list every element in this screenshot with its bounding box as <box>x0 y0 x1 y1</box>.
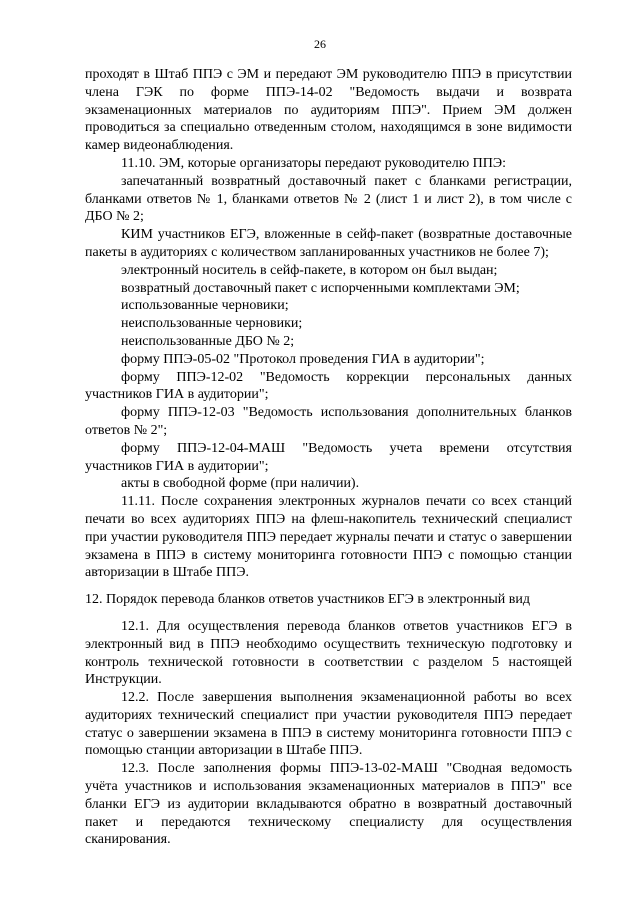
paragraph: форму ППЭ-12-04-МАШ "Ведомость учета времени отсутствия участников ГИА в аудитории"; <box>85 440 572 474</box>
paragraphs-top <box>85 66 572 582</box>
paragraph: форму ППЭ-12-02 "Ведомость коррекции персональных данных участников ГИА в аудитории"; <box>85 369 572 403</box>
paragraph: возвратный доставочный пакет с испорченными комплектами ЭМ; <box>121 280 520 296</box>
paragraph: электронный носитель в сейф-пакете, в котором он был выдан; <box>121 262 498 278</box>
paragraph: 12.1. Для осуществления перевода бланков ответов участников ЕГЭ в электронный вид в ППЭ необходимо осуществить техническую подготовку и контроль технической готовности в соответствии с разделом 5 настоящей Инструкции. <box>85 618 572 688</box>
page-number: 26 <box>314 37 326 51</box>
paragraph: КИМ участников ЕГЭ, вложенные в сейф-пакет (возвратные доставочные пакеты в аудиториях с количеством запланированных участников не более 7); <box>85 227 572 260</box>
section-heading: 12. Порядок перевода бланков ответов участников ЕГЭ в электронный вид <box>85 592 530 608</box>
paragraphs-bottom <box>85 618 572 849</box>
paragraph: 12.3. После заполнения формы ППЭ-13-02-МАШ "Сводная ведомость учёта участников и использования экзаменационных материалов в ППЭ" все бланки ЕГЭ из аудитории вкладываются обратно в возвратный доставочный пакет и передаются техническому специалисту для осуществления сканирования. <box>85 761 572 848</box>
paragraph: неиспользованные ДБО № 2; <box>121 333 295 349</box>
paragraph: неиспользованные черновики; <box>121 316 303 332</box>
paragraph: 11.11. После сохранения электронных журналов печати со всех станций печати во всех аудиториях ППЭ на флеш-накопитель технический специалист при участии руководителя ППЭ передает журналы печати и статус о завершении экзамена в ППЭ в систему мониторинга готовности ППЭ с помощью станции авторизации в Штабе ППЭ. <box>85 494 572 581</box>
paragraph: использованные черновики; <box>121 298 289 314</box>
paragraph: форму ППЭ-05-02 "Протокол проведения ГИА в аудитории"; <box>121 351 485 367</box>
paragraph: проходят в Штаб ППЭ с ЭМ и передают ЭМ руководителю ППЭ в присутствии члена ГЭК по форме ППЭ-14-02 "Ведомость выдачи и возврата экзаменационных материалов по аудиториям ППЭ". Прием ЭМ должен проводиться за специально отведенным столом, находящимся в зоне видимости камер видеонаблюдения. <box>85 67 572 154</box>
paragraph: запечатанный возвратный доставочный пакет с бланками регистрации, бланками ответов № 1, бланками ответов № 2 (лист 1 и лист 2), в том числе с ДБО № 2; <box>85 173 572 225</box>
paragraph: акты в свободной форме (при наличии). <box>121 476 360 492</box>
document-body <box>85 66 572 849</box>
paragraph: 11.10. ЭМ, которые организаторы передают руководителю ППЭ: <box>121 155 507 171</box>
paragraph: 12.2. После завершения выполнения экзаменационной работы во всех аудиториях технический специалист при участии руководителя ППЭ передает статус о завершении экзамена в ППЭ в систему мониторинга готовности ППЭ с помощью станции авторизации в Штабе ППЭ. <box>85 690 572 759</box>
paragraph: форму ППЭ-12-03 "Ведомость использования дополнительных бланков ответов № 2"; <box>85 405 572 438</box>
